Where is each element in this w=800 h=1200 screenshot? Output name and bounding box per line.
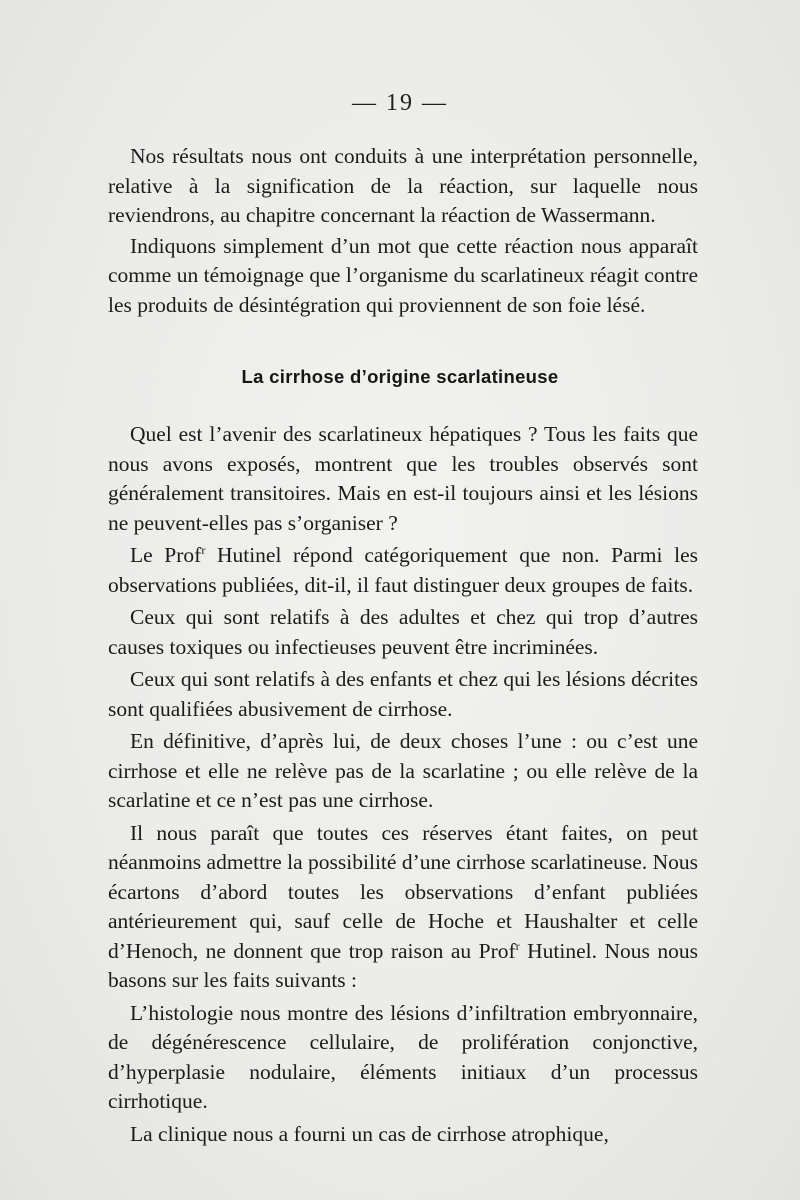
text-fragment: Le Prof (130, 543, 202, 567)
superscript: r (201, 542, 206, 557)
text-fragment: Hutinel. Nous nous basons sur les faits suivants : (108, 938, 698, 992)
paragraph: L’histologie nous montre des lésions d’infiltration embryonnaire, de dégénérescence cellulaire, de prolifération conjonctive, d’hyperplasie nodulaire, éléments initiaux d’un processus cirrhotique. (108, 1000, 698, 1113)
paragraph: Quel est l’avenir des scarlatineux hépatiques ? Tous les faits que nous avons exposés, montrent que les troubles observés sont généralement transitoires. Mais en est-il toujours ainsi et les lésions ne peuvent-elles pas s’organiser ? (108, 422, 698, 535)
paragraph: Indiquons simplement d’un mot que cette réaction nous apparaît comme un témoignage que l’organisme du scarlatineux réagit contre les produits de désintégration qui proviennent de son foie lésé. (108, 233, 698, 317)
paragraph: Ceux qui sont relatifs à des adultes et chez qui trop d’autres causes toxiques ou infectieuses peuvent être incriminées. (108, 605, 698, 659)
paragraph: En définitive, d’après lui, de deux choses l’une : ou c’est une cirrhose et elle ne relève pas de la scarlatine ; ou elle relève de la scarlatine et ce n’est pas une cirrhose. (108, 729, 698, 812)
text-fragment: Il nous paraît que toutes ces réserves étant faites, on peut néanmoins admettre la possibilité d’une cirrhose scarlatineuse. Nous écartons d’abord toutes les observations d’enfant publiées antérieurement qui, sauf celle de Hoche et Haushalter et celle d’Henoch, ne donnent que trop raison au Prof (108, 820, 698, 963)
intro-text (108, 142, 698, 321)
page-number: — 19 — (352, 90, 448, 116)
text-fragment: Hutinel répond catégoriquement que non. Parmi les observations publiées, dit-il, il faut distinguer deux groupes de faits. (108, 543, 699, 597)
section-heading: La cirrhose d’origine scarlatineuse (241, 366, 559, 387)
paragraph: La clinique nous a fourni un cas de cirrhose atrophique, (130, 1121, 609, 1146)
paragraph: Ceux qui sont relatifs à des enfants et chez qui les lésions décrites sont qualifiées abusivement de cirrhose. (108, 667, 698, 721)
paragraph (108, 819, 698, 996)
paragraph (108, 541, 698, 600)
section-text (108, 420, 698, 1152)
paragraph: Nos résultats nous ont conduits à une interprétation personnelle, relative à la signification de la réaction, sur laquelle nous reviendrons, au chapitre concernant la réaction de Wassermann. (108, 144, 698, 227)
superscript: r (515, 938, 520, 953)
